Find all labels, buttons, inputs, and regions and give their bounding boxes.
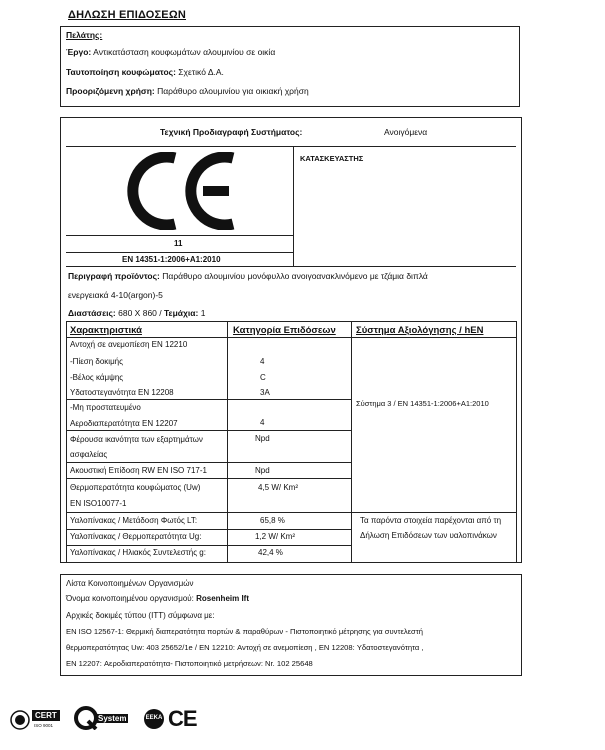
qsystem-text: System — [98, 714, 127, 723]
cert-sub: ISO 9001 — [34, 723, 54, 728]
table-row: Υαλοπίνακας / Μετάδοση Φωτός LT: — [70, 516, 198, 525]
ce-year: 11 — [174, 239, 183, 248]
spec-label: Τεχνική Προδιαγραφή Συστήματος: — [160, 127, 303, 137]
table-row: Φέρουσα ικανότητα των εξαρτημάτων — [70, 435, 203, 444]
ce-small-logo: CE — [168, 706, 197, 731]
notified-line-5: θερμοπερατότητας Uw: 403 25652/1e / EN 12210: Αντοχή σε ανεμοπίεση , EN 12208: Υδατοστεγανότητα , — [66, 643, 424, 652]
glazing-note-1: Τα παρόντα στοιχεία παρέχονται από τη — [360, 516, 502, 525]
eeka-logo — [143, 708, 165, 730]
table-row-value: Npd — [255, 466, 270, 475]
table-row-value: 3A — [260, 388, 270, 397]
cert-seal-icon — [10, 710, 30, 730]
table-row: -Πίεση δοκιμής — [70, 357, 123, 366]
notified-name-label: Όνομα κοινοποιημένου οργανισμού: — [66, 594, 194, 603]
table-row-value: 4,5 W/ Km² — [258, 483, 299, 492]
document-title: ΔΗΛΩΣΗ ΕΠΙΔΟΣΕΩΝ — [68, 9, 187, 21]
table-row-value: 1,2 W/ Km² — [255, 532, 296, 541]
table-row-value: Npd — [255, 434, 270, 443]
id-value: Σχετικό Δ.Α. — [178, 67, 224, 77]
cert-logo — [10, 708, 68, 730]
dim-value: 680 Χ 860 — [118, 308, 157, 318]
table-header-characteristics: Χαρακτηριστικά — [70, 325, 142, 336]
eeka-text: EEKA — [145, 715, 163, 721]
product-desc-label: Περιγραφή προϊόντος: — [68, 271, 160, 281]
table-row: Υδατοστεγανότητα EN 12208 — [70, 388, 174, 397]
table-row-value: 42,4 % — [258, 548, 283, 557]
notified-line-1: Λίστα Κοινοποιημένων Οργανισμών — [66, 579, 194, 588]
manufacturer-label: ΚΑΤΑΣΚΕΥΑΣΤΗΣ — [300, 154, 364, 163]
table-row: -Μη προστατευμένο — [70, 403, 141, 412]
table-row-value: C — [260, 373, 266, 382]
id-line — [66, 67, 224, 77]
project-line — [66, 47, 275, 57]
glazing-note-2: Δήλωση Επιδόσεων των υαλοπινάκων — [360, 531, 497, 540]
notified-line-3: Αρχικές δοκιμές τύπου (ΙΤΤ) σύμφωνα με: — [66, 611, 215, 620]
table-row-value: 4 — [260, 357, 265, 366]
project-label: Έργο: — [66, 47, 92, 57]
product-desc-value: Παράθυρο αλουμινίου μονόφυλλο ανοιγοανακλινόμενο με τζάμια διπλά — [162, 271, 428, 281]
table-header-category: Κατηγορία Επιδόσεων — [233, 325, 336, 336]
qsystem-logo — [74, 706, 132, 732]
table-row: Υαλοπίνακας / Θερμοπερατότητα Ug: — [70, 532, 202, 541]
table-row: Αντοχή σε ανεμοπίεση EN 12210 — [70, 340, 188, 349]
q-logo-icon — [74, 706, 98, 730]
id-label: Ταυτοποίηση κουφώματος: — [66, 67, 176, 77]
table-row: Αεροδιαπερατότητα EN 12207 — [70, 419, 178, 428]
spec-value: Ανοιγόμενα — [384, 127, 428, 137]
ce-mark-icon — [125, 152, 243, 230]
use-value: Παράθυρο αλουμινίου για οικιακή χρήση — [157, 86, 309, 96]
qty-label: Τεμάχια: — [164, 308, 199, 318]
table-header-system: Σύστημα Αξιολόγησης / hEN — [356, 325, 484, 336]
product-desc-line — [68, 271, 428, 281]
notified-line-4: EN ISO 12567-1: Θερμική διαπερατότητα πορτών & παραθύρων - Πιστοποιητικό μέτρησης για συντελεστή — [66, 627, 423, 636]
table-row: ασφαλείας — [70, 450, 108, 459]
standard-label: EN 14351-1:2006+A1:2010 — [122, 255, 221, 264]
qty-value: 1 — [200, 308, 206, 318]
use-line — [66, 86, 309, 96]
table-row: Ακουστική Επίδοση RW EN ISO 717-1 — [70, 466, 207, 475]
table-row-value: 65,8 % — [260, 516, 285, 525]
client-label: Πελάτης: — [66, 30, 103, 40]
notified-line-6: EN 12207: Αεροδιαπερατότητα- Πιστοποιητικό μετρήσεων: Nr. 102 25648 — [66, 659, 313, 668]
table-row: Θερμοπερατότητα κουφώματος (Uw) — [70, 483, 201, 492]
notified-line-2 — [66, 594, 249, 604]
project-value: Αντικατάσταση κουφωμάτων αλουμινίου σε οικία — [93, 47, 276, 57]
table-row: Υαλοπίνακας / Ηλιακός Συντελεστής g: — [70, 548, 206, 557]
use-label: Προοριζόμενη χρήση: — [66, 86, 155, 96]
table-row: -Βέλος κάμψης — [70, 373, 124, 382]
product-desc-line-2: ενεργειακά 4-10(argon)-5 — [68, 290, 163, 300]
dim-label: Διαστάσεις: — [68, 308, 116, 318]
cert-badge: CERT — [32, 710, 60, 721]
table-row: EN ISO10077-1 — [70, 499, 127, 508]
dimensions-line: Διαστάσεις: 680 Χ 860 / Τεμάχια: 1 — [68, 308, 206, 318]
notified-name-value: Rosenheim Ift — [196, 594, 250, 603]
table-row-value: 4 — [260, 418, 265, 427]
system-assessment: Σύστημα 3 / EN 14351-1:2006+A1:2010 — [356, 399, 489, 408]
